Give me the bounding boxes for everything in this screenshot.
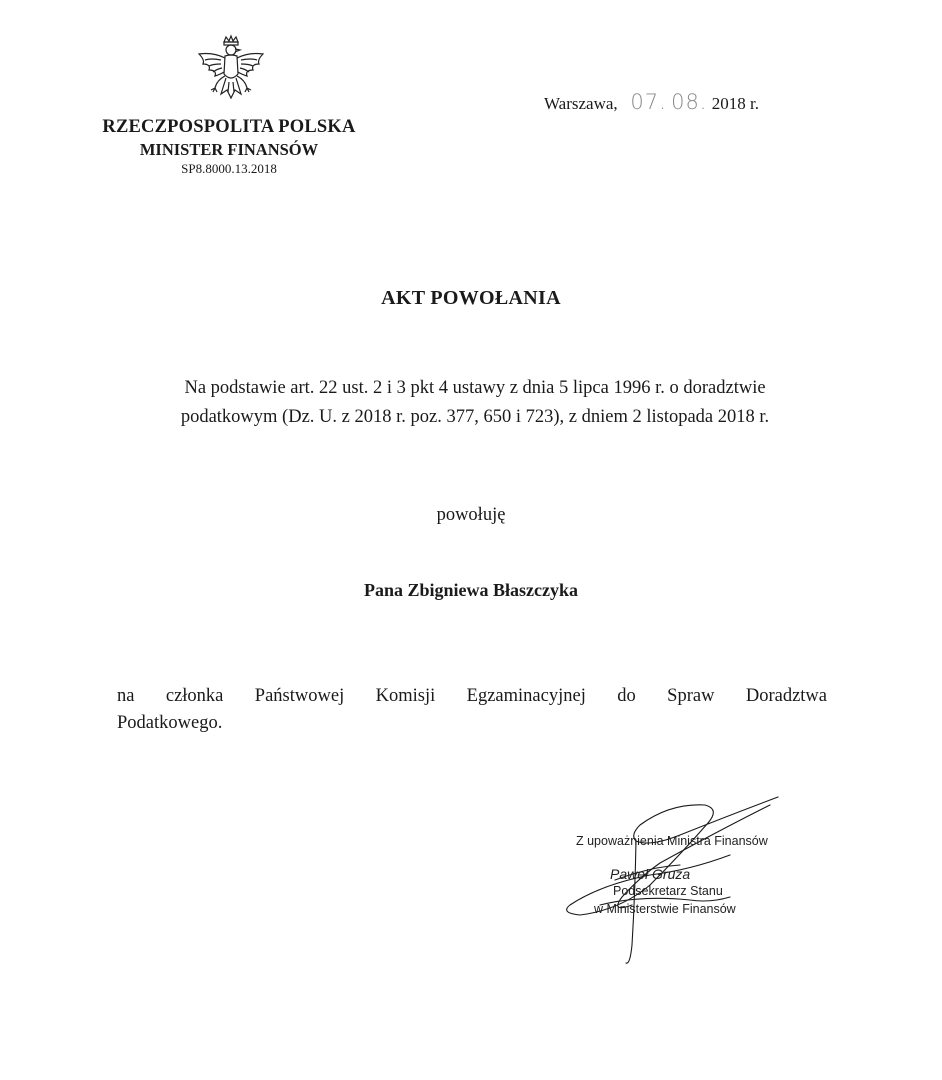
dateline-year: 2018 r.: [711, 94, 759, 113]
legal-basis-paragraph: [120, 374, 830, 432]
handwritten-month: 08.: [671, 90, 708, 114]
appointee-name: Pana Zbigniewa Błaszczyka: [363, 580, 578, 600]
dateline-place: Warszawa,: [544, 94, 618, 113]
handwritten-day: 07.: [630, 90, 667, 114]
stamp-name: Paweł Gruza: [610, 866, 691, 882]
appointment-verb: powołuję: [436, 505, 506, 525]
role-line: na członka Państwowej Komisji Egzaminacyjnej do Spraw Doradztwa: [117, 686, 827, 706]
document-title: AKT POWOŁANIA: [381, 287, 561, 309]
handwritten-signature: [540, 785, 800, 980]
stamp-authorization: Z upoważnienia Ministra Finansów: [576, 834, 768, 848]
polish-eagle-emblem-icon: [191, 34, 271, 114]
role-line: Podatkowego.: [117, 713, 223, 733]
stamp-position: Podsekretarz Stanu: [613, 884, 723, 898]
dateline: [544, 90, 759, 114]
header-country: RZECZPOSPOLITA POLSKA: [102, 117, 356, 137]
stamp-ministry: w Ministerstwie Finansów: [594, 902, 736, 916]
legal-basis-line: podatkowym (Dz. U. z 2018 r. poz. 377, 650 i 723), z dniem 2 listopada 2018 r.: [180, 407, 770, 427]
header-office: MINISTER FINANSÓW: [139, 140, 319, 159]
role-paragraph: [117, 683, 827, 737]
legal-basis-line: Na podstawie art. 22 ust. 2 i 3 pkt 4 ustawy z dnia 5 lipca 1996 r. o doradztwie: [184, 378, 766, 398]
reference-number: SP8.8000.13.2018: [181, 161, 277, 176]
